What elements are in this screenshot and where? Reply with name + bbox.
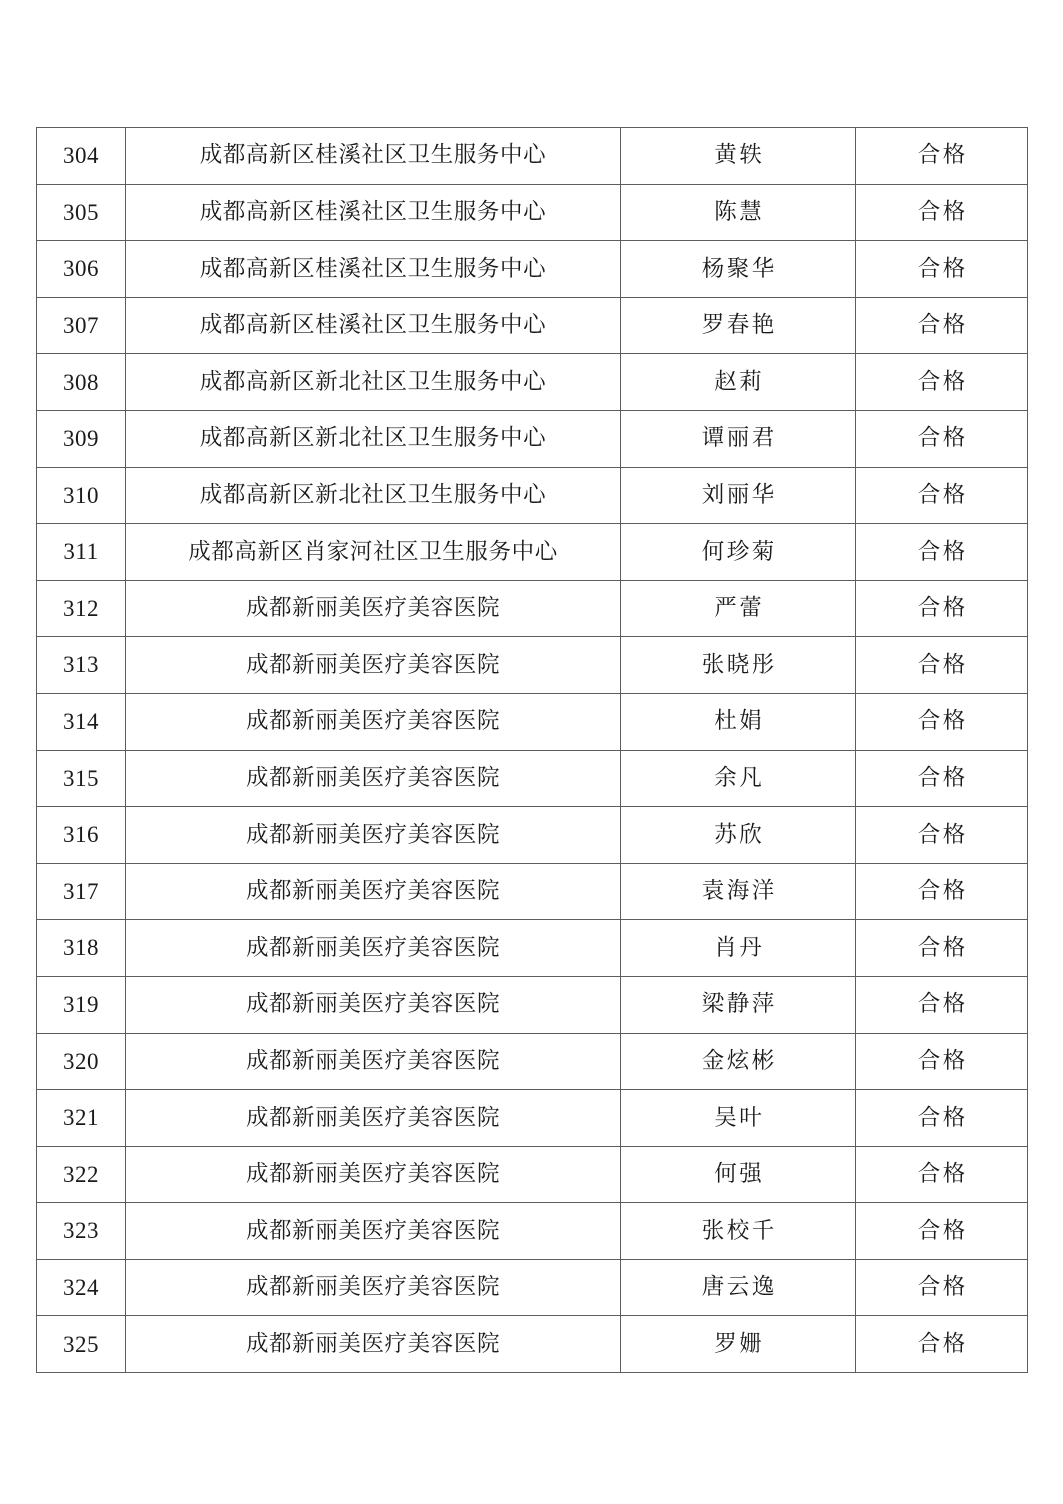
table-row [37, 750, 1028, 807]
table-row [37, 241, 1028, 298]
person-name: 杜娟 [621, 693, 856, 750]
table-row [37, 1033, 1028, 1090]
sequence-number: 316 [37, 807, 126, 864]
result-status: 合格 [856, 1146, 1028, 1203]
institution-name: 成都新丽美医疗美容医院 [126, 863, 621, 920]
result-status: 合格 [856, 580, 1028, 637]
table-row [37, 920, 1028, 977]
institution-name: 成都新丽美医疗美容医院 [126, 920, 621, 977]
sequence-number: 320 [37, 1033, 126, 1090]
result-status: 合格 [856, 976, 1028, 1033]
person-name: 黄轶 [621, 128, 856, 185]
person-name: 苏欣 [621, 807, 856, 864]
result-status: 合格 [856, 807, 1028, 864]
result-status: 合格 [856, 410, 1028, 467]
result-status: 合格 [856, 241, 1028, 298]
person-name: 谭丽君 [621, 410, 856, 467]
result-status: 合格 [856, 1033, 1028, 1090]
result-status: 合格 [856, 354, 1028, 411]
result-status: 合格 [856, 467, 1028, 524]
institution-name: 成都新丽美医疗美容医院 [126, 637, 621, 694]
person-name: 刘丽华 [621, 467, 856, 524]
institution-name: 成都新丽美医疗美容医院 [126, 693, 621, 750]
sequence-number: 321 [37, 1090, 126, 1147]
sequence-number: 324 [37, 1259, 126, 1316]
institution-name: 成都高新区桂溪社区卫生服务中心 [126, 297, 621, 354]
sequence-number: 307 [37, 297, 126, 354]
person-name: 陈慧 [621, 184, 856, 241]
sequence-number: 323 [37, 1203, 126, 1260]
table-row [37, 863, 1028, 920]
person-name: 吴叶 [621, 1090, 856, 1147]
table-row [37, 128, 1028, 185]
result-status: 合格 [856, 184, 1028, 241]
institution-name: 成都新丽美医疗美容医院 [126, 1203, 621, 1260]
result-status: 合格 [856, 863, 1028, 920]
institution-name: 成都高新区桂溪社区卫生服务中心 [126, 184, 621, 241]
institution-name: 成都新丽美医疗美容医院 [126, 976, 621, 1033]
result-status: 合格 [856, 693, 1028, 750]
institution-name: 成都高新区桂溪社区卫生服务中心 [126, 241, 621, 298]
table-row [37, 297, 1028, 354]
result-status: 合格 [856, 1203, 1028, 1260]
person-name: 张晓彤 [621, 637, 856, 694]
sequence-number: 306 [37, 241, 126, 298]
institution-name: 成都高新区桂溪社区卫生服务中心 [126, 128, 621, 185]
sequence-number: 310 [37, 467, 126, 524]
table-row [37, 467, 1028, 524]
institution-name: 成都新丽美医疗美容医院 [126, 1090, 621, 1147]
person-name: 罗姗 [621, 1316, 856, 1373]
table-row [37, 807, 1028, 864]
person-name: 何珍菊 [621, 524, 856, 581]
sequence-number: 317 [37, 863, 126, 920]
person-name: 肖丹 [621, 920, 856, 977]
sequence-number: 311 [37, 524, 126, 581]
sequence-number: 325 [37, 1316, 126, 1373]
result-status: 合格 [856, 297, 1028, 354]
table-row [37, 1259, 1028, 1316]
sequence-number: 305 [37, 184, 126, 241]
result-status: 合格 [856, 1090, 1028, 1147]
person-name: 罗春艳 [621, 297, 856, 354]
sequence-number: 319 [37, 976, 126, 1033]
sequence-number: 315 [37, 750, 126, 807]
person-name: 赵莉 [621, 354, 856, 411]
table-row [37, 1316, 1028, 1373]
result-status: 合格 [856, 1259, 1028, 1316]
institution-name: 成都新丽美医疗美容医院 [126, 1033, 621, 1090]
institution-name: 成都高新区肖家河社区卫生服务中心 [126, 524, 621, 581]
result-status: 合格 [856, 1316, 1028, 1373]
table-row [37, 1090, 1028, 1147]
records-table [36, 127, 1028, 1373]
institution-name: 成都新丽美医疗美容医院 [126, 1316, 621, 1373]
sequence-number: 308 [37, 354, 126, 411]
result-status: 合格 [856, 637, 1028, 694]
institution-name: 成都新丽美医疗美容医院 [126, 807, 621, 864]
institution-name: 成都新丽美医疗美容医院 [126, 580, 621, 637]
person-name: 金炫彬 [621, 1033, 856, 1090]
sequence-number: 304 [37, 128, 126, 185]
table-row [37, 354, 1028, 411]
sequence-number: 318 [37, 920, 126, 977]
result-status: 合格 [856, 750, 1028, 807]
table-row [37, 184, 1028, 241]
person-name: 张校千 [621, 1203, 856, 1260]
sequence-number: 309 [37, 410, 126, 467]
institution-name: 成都新丽美医疗美容医院 [126, 1259, 621, 1316]
institution-name: 成都新丽美医疗美容医院 [126, 1146, 621, 1203]
table-row [37, 410, 1028, 467]
person-name: 余凡 [621, 750, 856, 807]
institution-name: 成都新丽美医疗美容医院 [126, 750, 621, 807]
institution-name: 成都高新区新北社区卫生服务中心 [126, 467, 621, 524]
sequence-number: 322 [37, 1146, 126, 1203]
table-row [37, 976, 1028, 1033]
person-name: 何强 [621, 1146, 856, 1203]
sequence-number: 313 [37, 637, 126, 694]
result-status: 合格 [856, 128, 1028, 185]
person-name: 严蕾 [621, 580, 856, 637]
institution-name: 成都高新区新北社区卫生服务中心 [126, 354, 621, 411]
sequence-number: 312 [37, 580, 126, 637]
result-status: 合格 [856, 524, 1028, 581]
person-name: 袁海洋 [621, 863, 856, 920]
institution-name: 成都高新区新北社区卫生服务中心 [126, 410, 621, 467]
sequence-number: 314 [37, 693, 126, 750]
records-table-body [37, 128, 1028, 1373]
table-row [37, 524, 1028, 581]
table-row [37, 1146, 1028, 1203]
person-name: 杨聚华 [621, 241, 856, 298]
table-row [37, 580, 1028, 637]
person-name: 梁静萍 [621, 976, 856, 1033]
table-row [37, 637, 1028, 694]
table-row [37, 693, 1028, 750]
person-name: 唐云逸 [621, 1259, 856, 1316]
result-status: 合格 [856, 920, 1028, 977]
table-row [37, 1203, 1028, 1260]
